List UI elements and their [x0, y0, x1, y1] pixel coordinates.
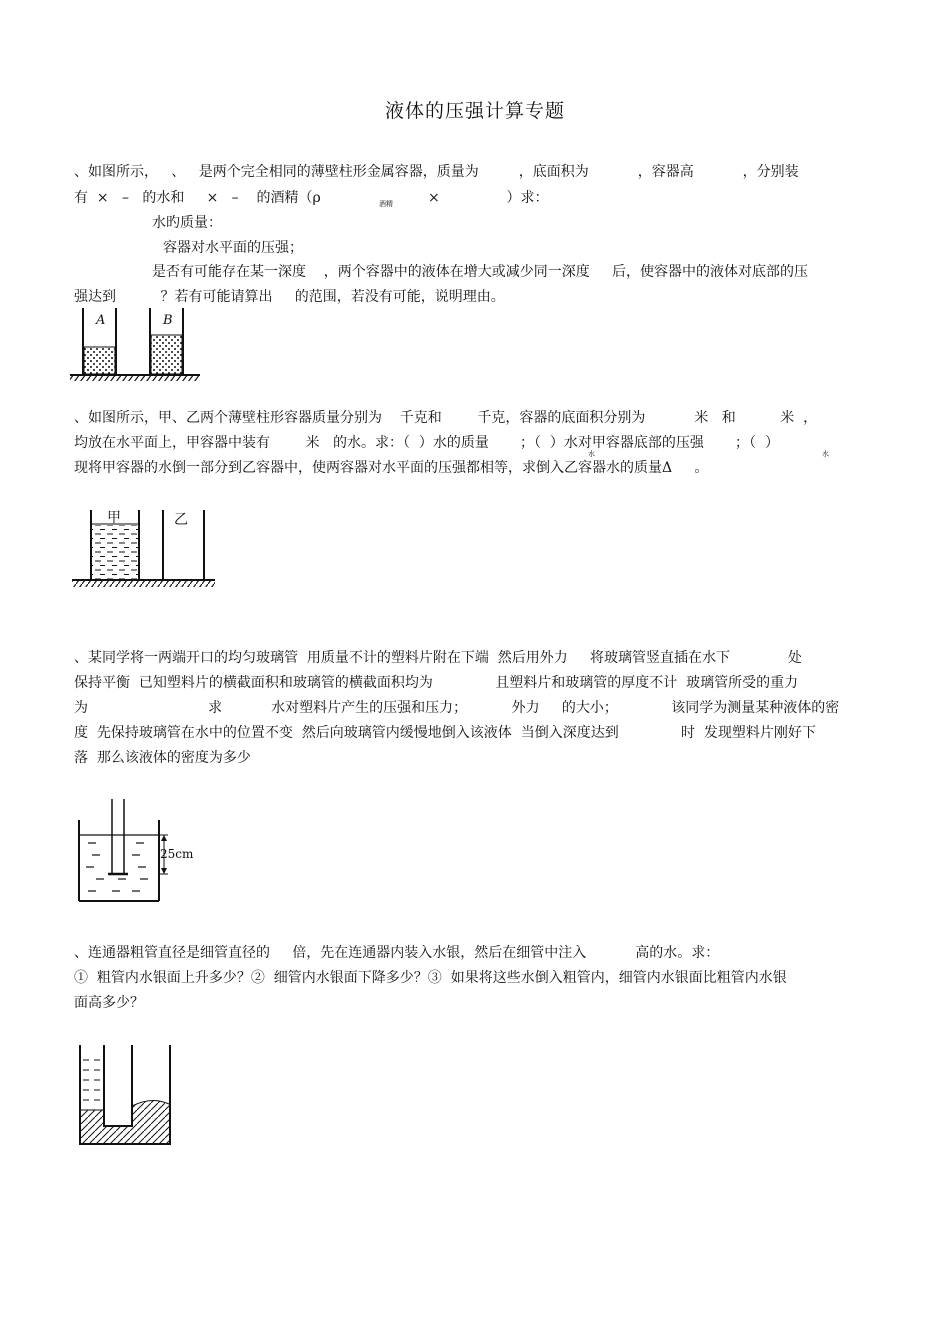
- water-column: [83, 1060, 100, 1100]
- label-a: A: [96, 313, 106, 328]
- label-yi: 乙: [174, 512, 188, 528]
- q1-line1: 、如图所示， 、 是两个完全相同的薄壁柱形金属容器，质量为 ，底面积为 ，容器高 ，分别装: [74, 164, 799, 180]
- q3-line4: 度 先保持玻璃管在水中的位置不变 然后向玻璃管内缓慢地倒入该液体 当倒入深度达到 时 发现塑料片刚好下: [74, 725, 816, 741]
- q4-line2: ① 粗管内水银面上升多少？② 细管内水银面下降多少？③ 如果将这些水倒入粗管内，细管内水银面比粗管内水银: [74, 970, 787, 986]
- q1-line2-end: × ）求：: [428, 190, 549, 206]
- q2-subscript-2: 水: [822, 450, 829, 458]
- ground: [70, 375, 200, 381]
- q1-item4: 强达到 ？若有可能请算出 的范围，若没有可能，说明理由。: [74, 289, 505, 305]
- q1-rho-subscript: 酒精: [379, 200, 393, 208]
- label-b: B: [163, 313, 173, 328]
- beaker: [79, 820, 159, 901]
- water-dashes: [86, 843, 148, 891]
- container-a: [83, 308, 116, 374]
- q2-line2: 均放在水平面上，甲容器中装有 米 的水。求：（ ）水的质量 ；（ ）水对甲容器底部的压强 ；（ ）: [74, 435, 779, 451]
- glass-tube: [108, 799, 128, 874]
- q4-figure-connected-vessel: [74, 1040, 184, 1150]
- q2-subscript-1: 水: [588, 450, 595, 458]
- mercury: [80, 1100, 169, 1143]
- depth-label: 25cm: [160, 847, 194, 861]
- container-b: [150, 308, 183, 374]
- depth-marker: [160, 835, 194, 874]
- q2-line1: 、如图所示，甲、乙两个薄壁柱形容器质量分别为 千克和 千克，容器的底面积分别为 米 和 米 ，: [74, 410, 818, 426]
- q1-item3: 是否有可能存在某一深度 ，两个容器中的液体在增大或减少同一深度 后，使容器中的液体对底部的压: [152, 264, 809, 280]
- q3-line2: 保持平衡 已知塑料片的横截面积和玻璃管的横截面积均为 且塑料片和玻璃管的厚度不计 玻璃管所受的重力: [74, 675, 799, 691]
- q1-figure-containers: [68, 302, 208, 382]
- q3-line1: 、某同学将一两端开口的均匀玻璃管 用质量不计的塑料片附在下端 然后用外力 将玻璃管竖直插在水下 处: [74, 650, 802, 666]
- q1-item2: 容器对水平面的压强；: [163, 240, 303, 256]
- q2-line3: 现将甲容器的水倒一部分到乙容器中，使两容器对水平面的压强都相等，求倒入乙容器水的质量Δ 。: [74, 460, 709, 476]
- q4-line1: 、连通器粗管直径是细管直径的 倍，先在连通器内装入水银，然后在细管中注入 高的水。求：: [74, 945, 720, 961]
- q3-figure-glass-tube: [74, 795, 204, 907]
- q2-figure-containers: [70, 504, 220, 592]
- label-jia: 甲: [107, 510, 121, 526]
- q1-line2: 有 × – 的水和 × – 的酒精（ρ: [74, 190, 321, 206]
- q3-line3: 为 求 水对塑料片产生的压强和压力； 外力 的大小； 该同学为测量某种液体的密: [74, 700, 840, 716]
- q3-line5: 落 那么该液体的密度为多少: [74, 750, 251, 766]
- container-yi: [163, 510, 204, 579]
- container-jia: [91, 510, 139, 579]
- page-title: 液体的压强计算专题: [384, 100, 565, 122]
- q4-line3: 面高多少？: [74, 995, 144, 1011]
- q1-item1: 水旳质量：: [152, 215, 222, 231]
- ground: [72, 580, 215, 587]
